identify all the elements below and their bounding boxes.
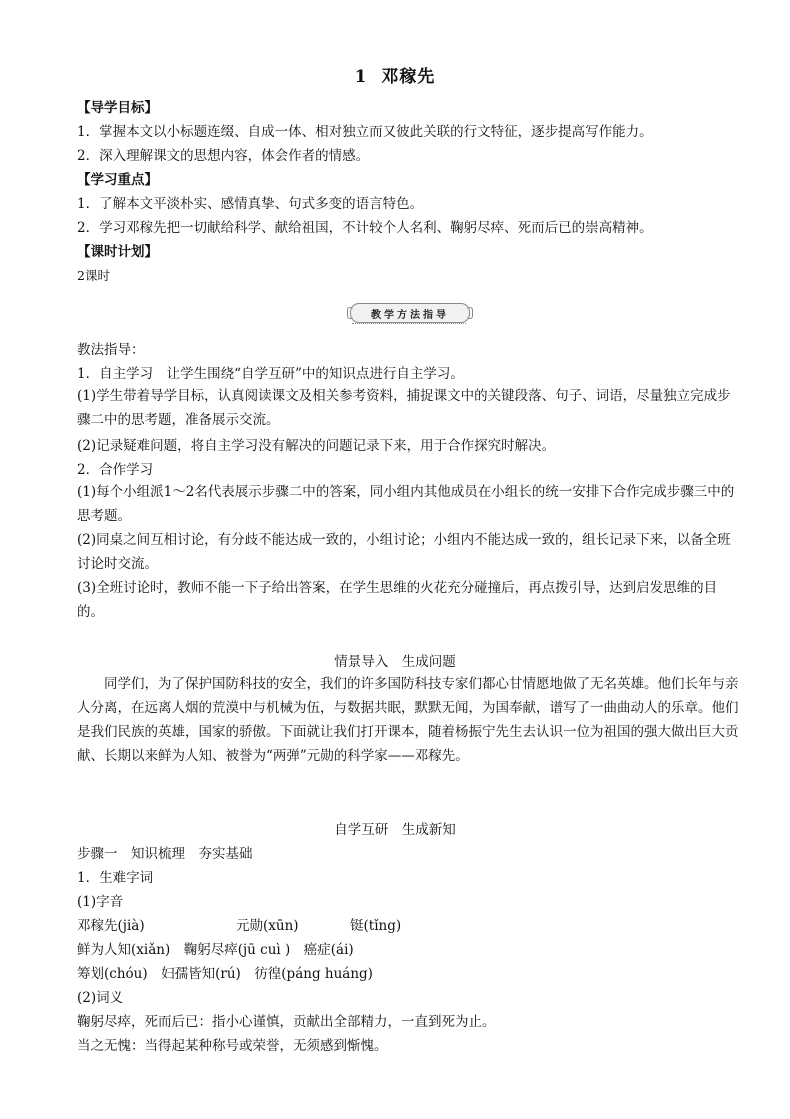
coop-item-1: (1)每个小组派1～2名代表展示步骤二中的答案，同小组内其他成员在小组长的统一安排下合作完成步骤三中的思考题。: [77, 484, 735, 524]
teaching-method-banner: [350, 303, 470, 323]
key-points-heading: 【学习重点】: [77, 172, 158, 188]
title-number: 1: [354, 67, 368, 87]
coop-item-3: (3)全班讨论时，教师不能一下子给出答案，在学生思维的火花充分碰撞后，再点拨引导，达到启发思维的目的。: [77, 580, 718, 620]
pronunciation-heading: (1)字音: [77, 894, 124, 910]
step-one-heading: 步骤一 知识梳理 夯实基础: [77, 846, 253, 862]
self-study-item-1: (1)学生带着导学目标，认真阅读课文及相关参考资料，捕捉课文中的关键段落、句子、词语，尽量独立完成步骤二中的思考题，准备展示交流。: [77, 388, 731, 428]
key-point-item: 1．了解本文平淡朴实、感情真挚、句式多变的语言特色。: [77, 196, 424, 212]
self-study-item-2: (2)记录疑难问题，将自主学习没有解决的问题记录下来，用于合作探究时解决。: [77, 438, 556, 454]
meaning-entry: 鞠躬尽瘁，死而后已：指小心谨慎，贡献出全部精力，一直到死为止。: [77, 1014, 496, 1030]
vocab-heading: 1．生难字词: [77, 870, 154, 886]
pronunciation-entry: 元勋(xūn): [236, 918, 299, 934]
self-study-heading: 1．自主学习 让学生围绕“自学互研”中的知识点进行自主学习。: [77, 366, 464, 382]
guide-goals-heading: 【导学目标】: [77, 100, 158, 116]
schedule-value: 2课时: [77, 268, 110, 283]
guide-goal-item: 1．掌握本文以小标题连缀、自成一体、相对独立而又彼此关联的行文特征，逐步提高写作能力。: [77, 124, 653, 140]
coop-item-2: (2)同桌之间互相讨论，有分歧不能达成一致的，小组讨论；小组内不能达成一致的，组长记录下来，以备全班讨论时交流。: [77, 532, 731, 572]
key-point-item: 2．学习邓稼先把一切献给科学、献给祖国，不计较个人名利、鞠躬尽瘁、死而后已的崇高精神。: [77, 220, 653, 236]
title-text: 邓稼先: [381, 67, 436, 87]
meaning-heading: (2)词义: [77, 990, 124, 1006]
pronunciation-entry: 铤(tǐng): [350, 918, 402, 934]
meaning-entry: 当之无愧：当得起某种称号或荣誉，无须感到惭愧。: [77, 1038, 388, 1054]
intro-paragraph: 同学们，为了保护国防科技的安全，我们的许多国防科技专家们都心甘情愿地做了无名英雄。他们长年与亲人分离，在远离人烟的荒漠中与机械为伍，与数据共眠，默默无闻，为国奉献，谱写了一曲曲动人的乐章。他们是我们民族的英雄，国家的骄傲。下面就让我们打开课本，随着杨振宁先生去认识一位为祖国的强大做出巨大贡献、长期以来鲜为人知、被誉为“两弹”元勋的科学家——邓稼先。: [77, 676, 739, 764]
banner-text: 教学方法指导: [371, 309, 449, 321]
pronunciation-row: 鲜为人知(xiǎn) 鞠躬尽瘁(jū cuì ) 癌症(ái): [77, 942, 354, 958]
self-study-section-heading: 自学互研 生成新知: [334, 822, 456, 838]
banner-underline: [352, 323, 466, 324]
pronunciation-row: 筹划(chóu) 妇孺皆知(rú) 彷徨(páng huáng): [77, 966, 373, 982]
intro-section-heading: 情景导入 生成问题: [334, 654, 456, 670]
schedule-heading: 【课时计划】: [77, 244, 158, 260]
method-intro: 教法指导：: [77, 342, 145, 358]
pronunciation-entry: 邓稼先(jià): [77, 918, 145, 934]
page-title: [0, 62, 790, 87]
guide-goal-item: 2．深入理解课文的思想内容，体会作者的情感。: [77, 148, 370, 164]
coop-heading: 2．合作学习: [77, 462, 154, 478]
